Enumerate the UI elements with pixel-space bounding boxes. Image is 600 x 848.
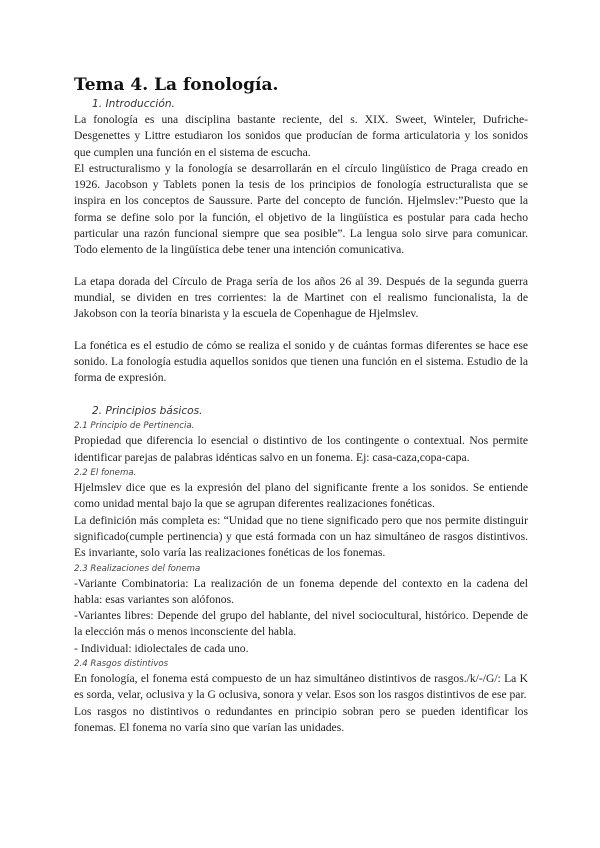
paragraph: El estructuralismo y la fonología se desarrollarán en el círculo lingüístico de Praga creado en 1926. Jacobson y Tablets ponen la tesis de los principios de fonología estructuralista que se inspira en los conceptos de Saussure. Parte del concepto de función. Hjelmslev:”Puesto que la forma se define solo por la función, el objetivo de la lingüística es postular para cada hecho particular una razón funcional siempre que sea posible”. La lengua solo sirve para comunicar. Todo elemento de la lingüística debe tener una intención comunicativa. xyxy=(74,161,528,257)
section-principios-basicos xyxy=(74,404,528,736)
subsection-heading-pertinencia: 2.1 Principio de Pertinencia. xyxy=(74,421,195,432)
paragraph: Los rasgos no distintivos o redundantes en principio sobran pero se pueden identificar los fonemas. El fonema no varía sino que varían las unidades. xyxy=(74,704,528,734)
paragraph: - Individual: idiolectales de cada uno. xyxy=(74,641,249,655)
subsection-heading-rasgos: 2.4 Rasgos distintivos xyxy=(74,659,169,670)
paragraph: En fonología, el fonema está compuesto de un haz simultáneo distintivos de rasgos./k/-/G/: La K es sorda, velar, oclusiva y la G oclusiva, sonora y velar. Esos son los rasgos distintivos de ese par. xyxy=(74,672,528,702)
section-heading-principios: 2. Principios básicos. xyxy=(92,405,203,418)
paragraph: La definición más completa es: “Unidad que no tiene significado pero que nos permite distinguir significado(cumple pertinencia) y que está formada con un haz simultáneo de rasgos distintivos. Es invariante, solo varía las realizaciones fonéticas de los fonemas. xyxy=(74,513,528,560)
section-heading-introduccion: 1. Introducción. xyxy=(92,98,175,110)
paragraph: La fonología es una disciplina bastante reciente, del s. XIX. Sweet, Winteler, Dufriche-Desgenettes y Littre estudiaron los sonidos que producían de forma articulatoria y los sonidos que cumplen una función en el sistema de escucha. xyxy=(74,113,528,159)
paragraph: Propiedad que diferencia lo esencial o distintivo de los contingente o contextual. Nos permite identificar parejas de palabras idénticas salvo en un fonema. Ej: casa-caza,copa-capa. xyxy=(74,434,528,464)
paragraph: -Variante Combinatoria: La realización de un fonema depende del contexto en la cadena del habla: esas variantes son alófonos. xyxy=(74,576,528,606)
paragraph: -Variantes libres: Depende del grupo del hablante, del nivel sociocultural, histórico. Depende de la elección más o menos inconsciente del habla. xyxy=(74,609,528,639)
subsection-heading-fonema: 2.2 El fonema. xyxy=(74,468,137,479)
document-page xyxy=(74,74,528,736)
paragraph: Hjelmslev dice que es la expresión del plano del significante frente a los sonidos. Se entiende como unidad mental bajo la que se agrupan diferentes realizaciones fonéticas. xyxy=(74,481,528,511)
document-title: Tema 4. La fonología. xyxy=(74,75,279,95)
section-introduccion xyxy=(74,97,528,386)
paragraph: La etapa dorada del Círculo de Praga sería de los años 26 al 39. Después de la segunda guerra mundial, se dividen en tres corrientes: la de Martinet con el realismo funcionalista, la de Jakobson con la teoría binarista y la escuela de Copenhague de Hjelmslev. xyxy=(74,274,528,321)
subsection-heading-realizaciones: 2.3 Realizaciones del fonema xyxy=(74,563,201,574)
paragraph: La fonética es el estudio de cómo se realiza el sonido y de cuántas formas diferentes se hace ese sonido. La fonología estudia aquellos sonidos que tienen una función en el sistema. Estudio de la forma de expresión. xyxy=(74,338,528,385)
